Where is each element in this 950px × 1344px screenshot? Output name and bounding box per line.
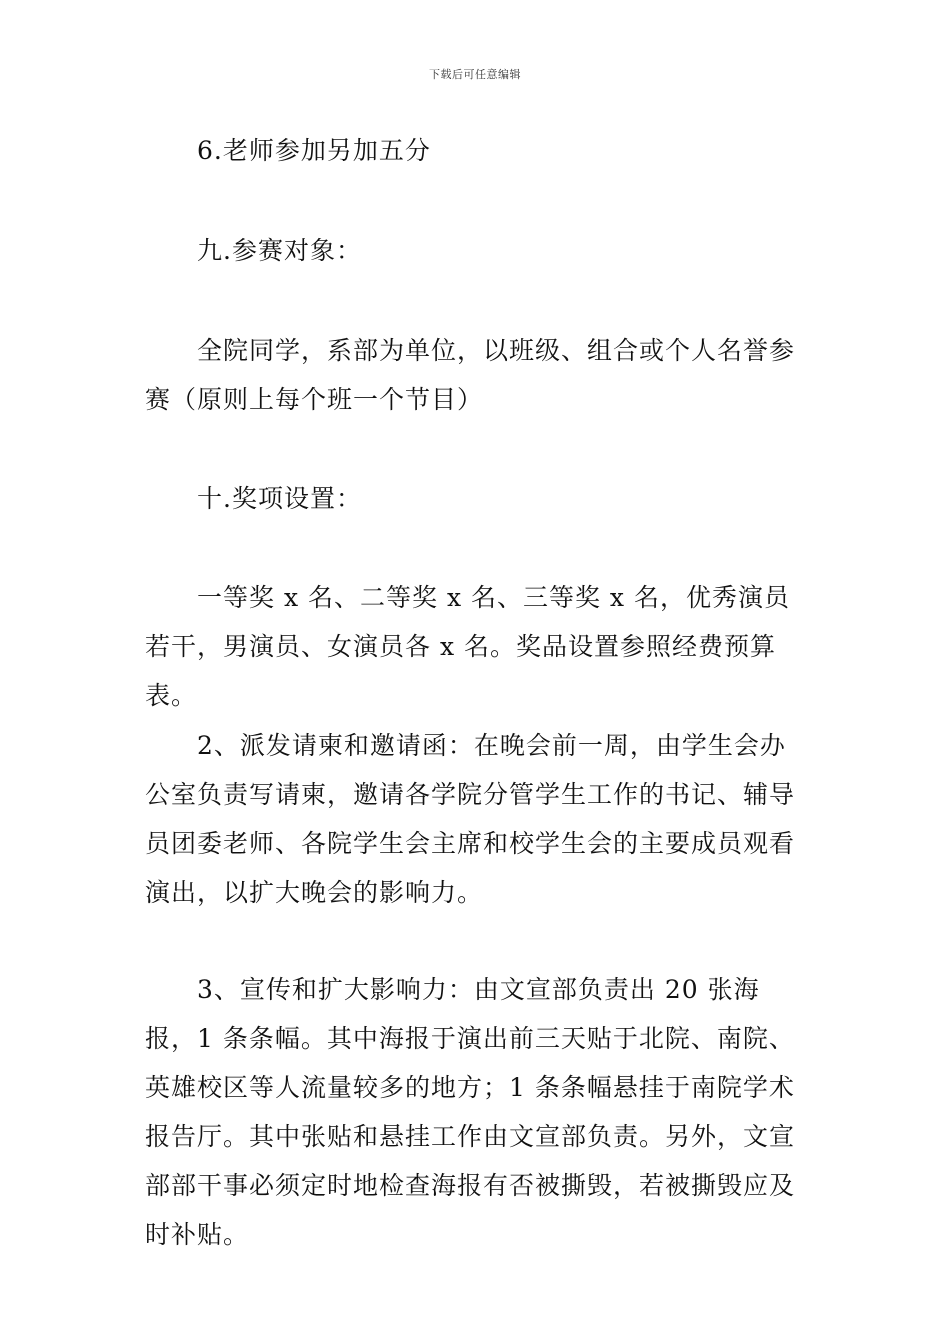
heading-participants: 九.参赛对象： xyxy=(197,236,362,265)
heading-awards: 十.奖项设置： xyxy=(197,484,362,513)
paragraph-teacher-bonus: 6.老师参加另加五分 xyxy=(197,136,431,165)
paragraph-participants: 全院同学，系部为单位，以班级、组合或个人名誉参赛（原则上每个班一个节目） xyxy=(145,336,796,414)
paragraph-awards: 一等奖 x 名、二等奖 x 名、三等奖 x 名，优秀演员若干，男演员、女演员各 x 名。奖品设置参照经费预算表。 xyxy=(145,583,790,710)
paragraph-invitations: 2、派发请柬和邀请函：在晚会前一周，由学生会办公室负责写请柬，邀请各学院分管学生工作的书记、辅导员团委老师、各院学生会主席和校学生会的主要成员观看演出，以扩大晚会的影响力。 xyxy=(145,731,796,907)
header-note: 下载后可任意编辑 xyxy=(429,68,521,81)
paragraph-publicity: 3、宣传和扩大影响力：由文宣部负责出 20 张海报，1 条条幅。其中海报于演出前三天贴于北院、南院、英雄校区等人流量较多的地方；1 条条幅悬挂于南院学术报告厅。其中张贴和悬挂工作由文宣部负责。另外，文宣部部干事必须定时地检查海报有否被撕毁，若被撕毁应及时补贴。 xyxy=(145,975,796,1249)
